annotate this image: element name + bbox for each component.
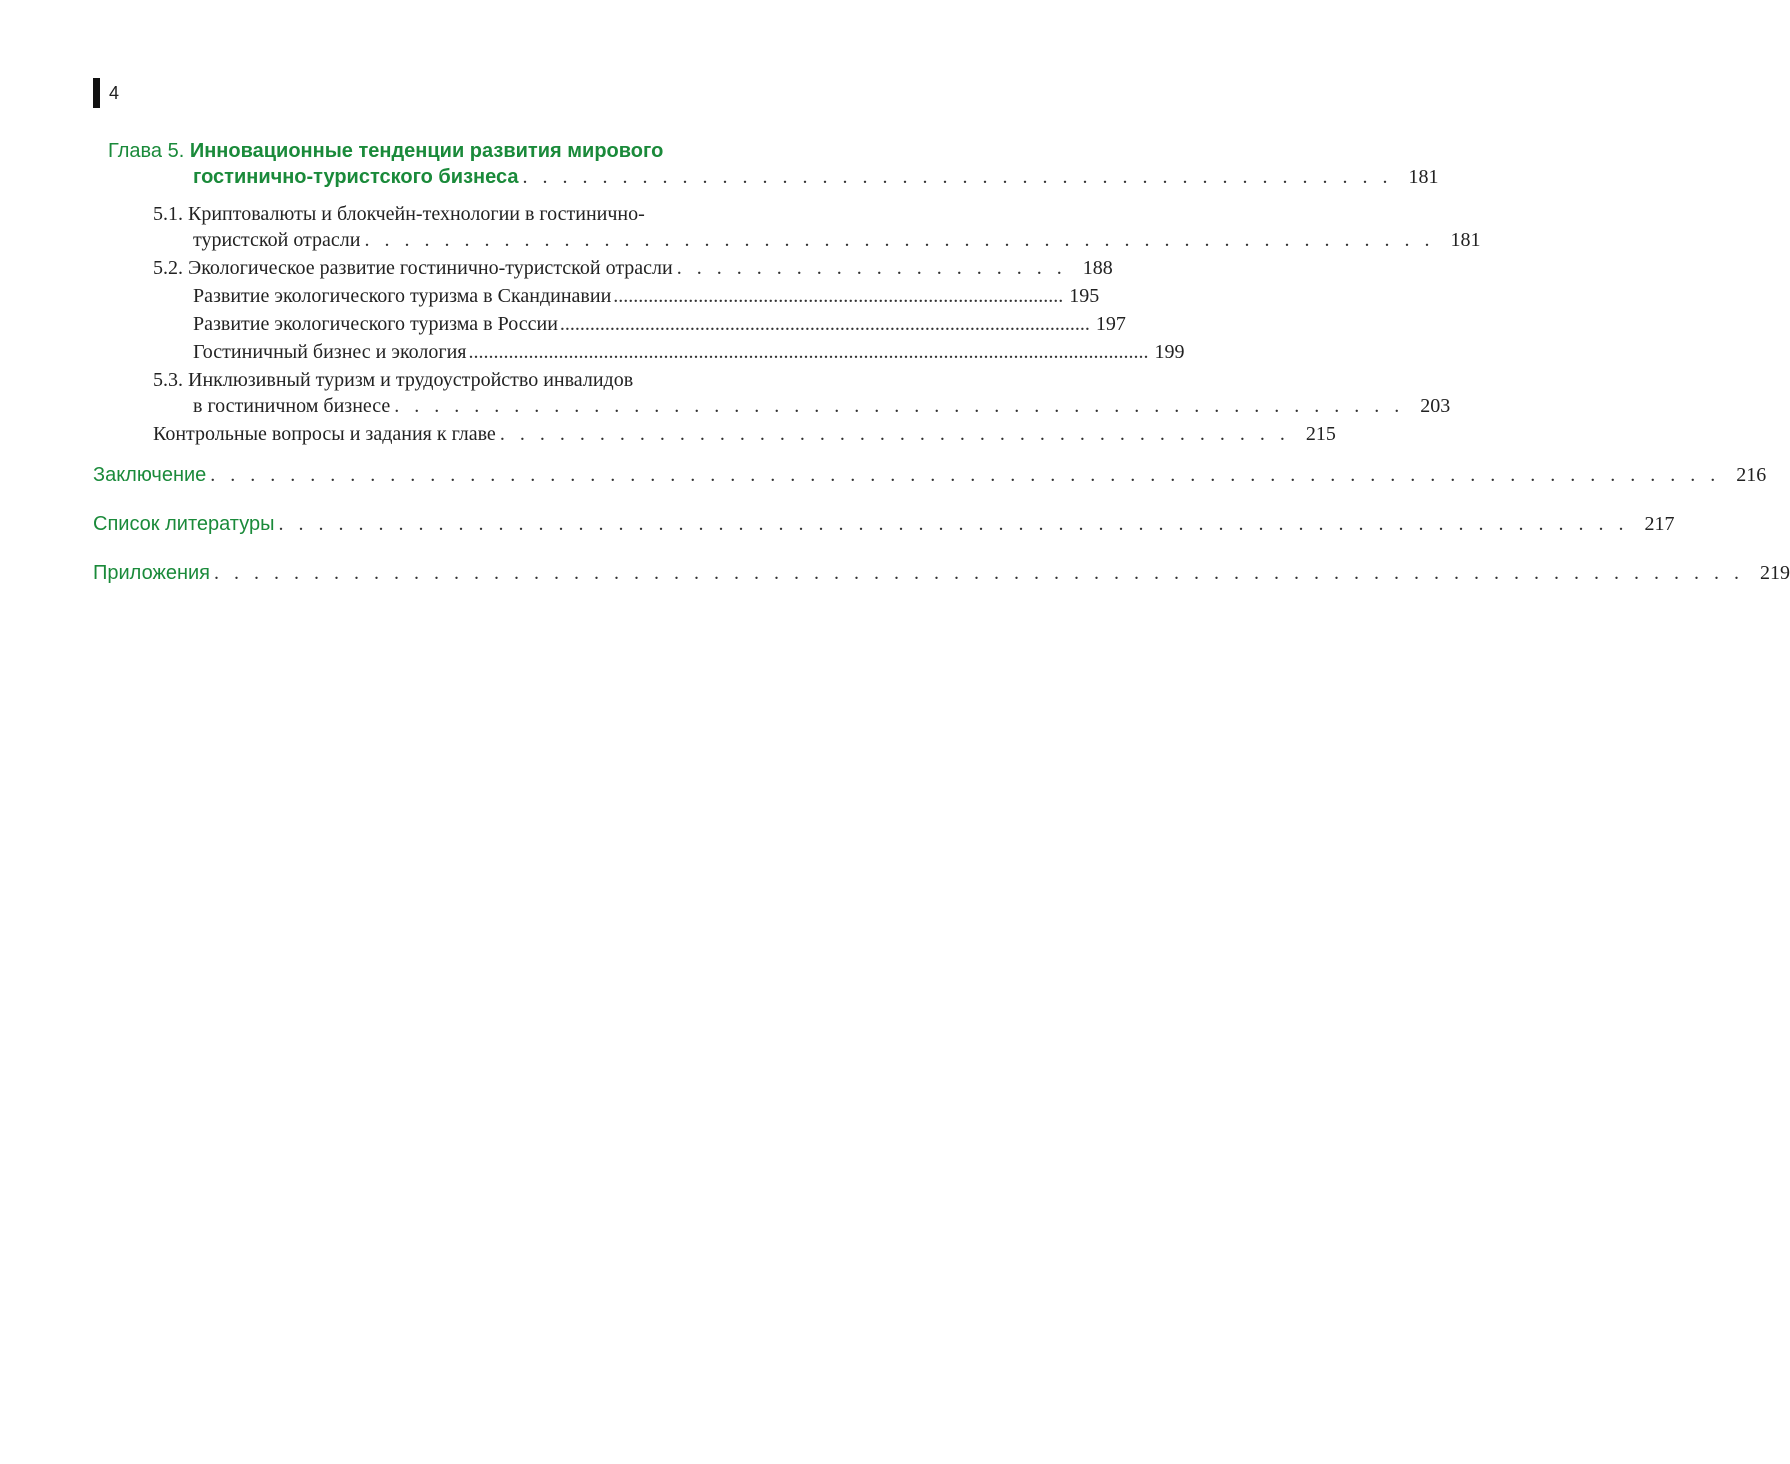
toc-item-page: 203 (1420, 395, 1451, 417)
toc-item-page: 197 (1095, 313, 1126, 335)
toc-item-label: 5.2. Экологическое развитие гостинично-туристской отрасли (153, 257, 673, 279)
toc-subitem-scandinavia[interactable] (193, 283, 1100, 309)
toc-item-label: Список литературы (93, 513, 275, 535)
page-number: 4 (109, 83, 120, 103)
toc-item-5-3-line2[interactable] (193, 393, 1451, 419)
toc-item-questions[interactable] (153, 421, 1336, 447)
toc-item-label: Приложения (93, 562, 211, 584)
toc-bibliography[interactable] (93, 511, 1675, 537)
leader-dots: . . . . . . . . . . . . . . . . . . . . . . . . . . . . . . . . . . . . . . . . . . . . . . . . . . . (394, 395, 1405, 417)
leader-dots: . . . . . . . . . . . . . . . . . . . . . . . . . . . . . . . . . . . . . . . . . . . . . . . . . . . . . . (364, 229, 1435, 251)
leader-dots: ........................................................................................................................................ (468, 341, 1149, 363)
toc-item-label: Заключение (93, 464, 207, 486)
chapter-title-line2: гостинично-туристского бизнеса (193, 166, 519, 188)
toc-conclusion[interactable] (93, 462, 1767, 488)
toc-item-label: Развитие экологического туризма в Скандинавии (193, 285, 612, 307)
leader-dots: . . . . . . . . . . . . . . . . . . . . . . . . . . . . . . . . . . . . . . . . . . . . . . . . . . . . . . . . . . . . . . . . . . . . . . . . . . . . . (214, 562, 1745, 584)
toc-item-page: 216 (1736, 464, 1767, 486)
chapter-heading-line1[interactable] (108, 138, 663, 164)
leader-dots: . . . . . . . . . . . . . . . . . . . . . . . . . . . . . . . . . . . . . . . . . . . . . . . . . . . . . . . . . . . . . . . . . . . . (278, 513, 1629, 535)
leader-dots: . . . . . . . . . . . . . . . . . . . . . . . . . . . . . . . . . . . . . . . . . . . . . . . . . . . . . . . . . . . . . . . . . . . . . . . . . . . . (210, 464, 1721, 486)
toc-item-page: 219 (1760, 562, 1790, 584)
toc-item-label: в гостиничном бизнесе (193, 395, 391, 417)
toc-item-label: Гостиничный бизнес и экология (193, 341, 467, 363)
toc-item-page: 181 (1450, 229, 1481, 251)
toc-item-page: 215 (1305, 423, 1336, 445)
toc-subitem-hotel-ecology[interactable] (193, 339, 1185, 365)
leader-dots: . . . . . . . . . . . . . . . . . . . . . . . . . . . . . . . . . . . . . . . . (499, 423, 1290, 445)
toc-item-label: туристской отрасли (193, 229, 361, 251)
chapter-title-line1: Инновационные тенденции развития мирового (189, 140, 664, 162)
toc-item-label: Развитие экологического туризма в России (193, 313, 558, 335)
toc-item-5-3-line1[interactable]: 5.3. Инклюзивный туризм и трудоустройство инвалидов (153, 369, 634, 391)
page-marker-bar (93, 78, 100, 108)
toc-item-5-1-line2[interactable] (193, 227, 1481, 253)
toc-item-5-1-line1[interactable]: 5.1. Криптовалюты и блокчейн-технологии в гостинично- (153, 203, 645, 225)
chapter-page: 181 (1408, 166, 1439, 188)
toc-item-page: 199 (1154, 341, 1185, 363)
toc-item-page: 188 (1082, 257, 1113, 279)
toc-appendices[interactable] (93, 560, 1790, 586)
chapter-prefix: Глава 5. (108, 140, 185, 162)
leader-dots: . . . . . . . . . . . . . . . . . . . . . . . . . . . . . . . . . . . . . . . . . . . . (522, 166, 1393, 188)
toc-item-page: 195 (1069, 285, 1100, 307)
leader-dots: . . . . . . . . . . . . . . . . . . . . (676, 257, 1067, 279)
leader-dots: .......................................................................................................... (559, 313, 1090, 335)
leader-dots: .......................................................................................... (613, 285, 1064, 307)
toc-subitem-russia[interactable] (193, 311, 1126, 337)
toc-item-5-2[interactable] (153, 255, 1113, 281)
toc-item-page: 217 (1644, 513, 1675, 535)
toc-item-label: Контрольные вопросы и задания к главе (153, 423, 496, 445)
chapter-heading-line2[interactable] (193, 164, 1439, 190)
